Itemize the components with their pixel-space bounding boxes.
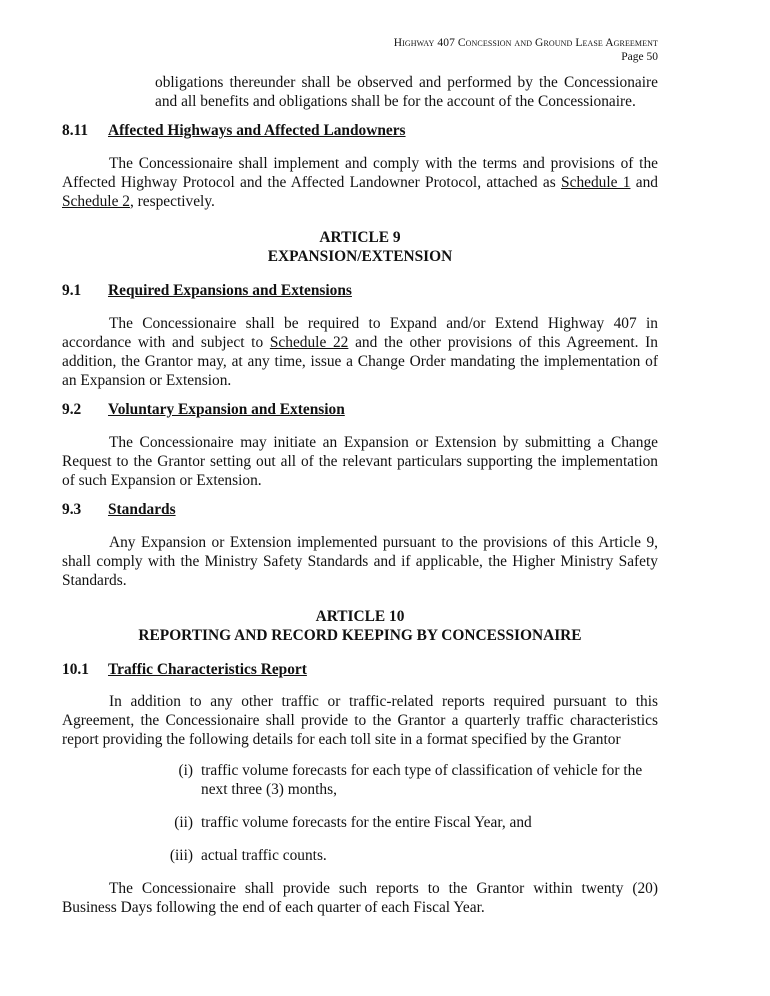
text-run: , respectively.: [129, 193, 215, 210]
list-item-label: (ii): [174, 814, 193, 831]
section-heading-9-2: [62, 400, 345, 419]
page-header: [394, 36, 658, 64]
article-number: ARTICLE 9: [319, 229, 401, 246]
section-heading-8-11: [62, 121, 406, 140]
paragraph: [62, 314, 658, 390]
paragraph: Any Expansion or Extension implemented pursuant to the provisions of this Article 9, shall comply with the Ministry Safety Standards and if applicable, the Higher Ministry Safety Standards.: [62, 534, 658, 589]
article-10-heading: [62, 607, 658, 645]
section-heading-9-3: [62, 500, 176, 519]
list-item-text: traffic volume forecasts for each type of classification of vehicle for the next three (3) months,: [201, 762, 643, 798]
continuation-paragraph: obligations thereunder shall be observed and performed by the Concessionaire and all benefits and obligations shall be for the account of the Concessionaire.: [155, 74, 658, 110]
section-number: 9.2: [62, 401, 82, 418]
section-9-2-body: [62, 433, 658, 490]
section-title: Required Expansions and Extensions: [108, 282, 352, 299]
article-9-heading: [62, 228, 658, 266]
section-10-1-closing: [62, 879, 658, 917]
header-title: Highway 407 Concession and Ground Lease Agreement: [393, 37, 658, 49]
text-run: and the other provisions of this Agreement. In addition, the Grantor may, at any time, issue a Change Order mandating the implementation of an Expansion or Extension.: [62, 334, 659, 389]
section-9-1-body: [62, 314, 658, 390]
schedule-2-ref: Schedule 2: [62, 193, 130, 210]
article-title: EXPANSION/EXTENSION: [267, 248, 453, 265]
paragraph: The Concessionaire shall provide such reports to the Grantor within twenty (20) Business Days following the end of each quarter of each Fiscal Year.: [62, 880, 658, 916]
section-8-11-body: [62, 154, 658, 211]
section-title: Affected Highways and Affected Landowners: [108, 122, 406, 139]
article-title: REPORTING AND RECORD KEEPING BY CONCESSIONAIRE: [138, 627, 582, 644]
list-item-label: (iii): [169, 847, 193, 864]
section-title: Traffic Characteristics Report: [108, 661, 307, 678]
list-item-text: actual traffic counts.: [201, 847, 327, 864]
schedule-1-ref: Schedule 1: [561, 174, 631, 191]
section-10-1-intro: [62, 692, 658, 749]
section-heading-9-1: [62, 281, 352, 300]
section-9-3-body: [62, 533, 658, 590]
list-item-label: (i): [178, 762, 193, 779]
section-number: 10.1: [62, 661, 89, 678]
list-item-text: traffic volume forecasts for the entire Fiscal Year, and: [201, 814, 532, 831]
paragraph: In addition to any other traffic or traffic-related reports required pursuant to this Agreement, the Concessionaire shall provide to the Grantor a quarterly traffic characteristics report providing the following details for each toll site in a format specified by the Grantor: [62, 693, 658, 748]
paragraph: [62, 154, 658, 211]
paragraph: The Concessionaire may initiate an Expansion or Extension by submitting a Change Request to the Grantor setting out all of the relevant particulars supporting the implementation of such Expansion or Extension.: [62, 434, 658, 489]
section-title: Voluntary Expansion and Extension: [108, 401, 345, 418]
schedule-22-ref: Schedule 22: [269, 334, 349, 351]
text-run: The Concessionaire shall be required to Expand and/or Extend Highway 407 in accordance with and subject to: [62, 315, 658, 351]
article-number: ARTICLE 10: [315, 608, 405, 625]
section-title: Standards: [108, 501, 176, 518]
section-heading-10-1: [62, 660, 307, 679]
section-number: 8.11: [62, 122, 89, 139]
section-number: 9.1: [62, 282, 82, 299]
section-number: 9.3: [62, 501, 82, 518]
page-number: Page 50: [621, 51, 658, 63]
text-run: and: [630, 174, 658, 191]
text-run: The Concessionaire shall implement and comply with the terms and provisions of the Affected Highway Protocol and the Affected Landowner Protocol, attached as: [62, 155, 658, 191]
